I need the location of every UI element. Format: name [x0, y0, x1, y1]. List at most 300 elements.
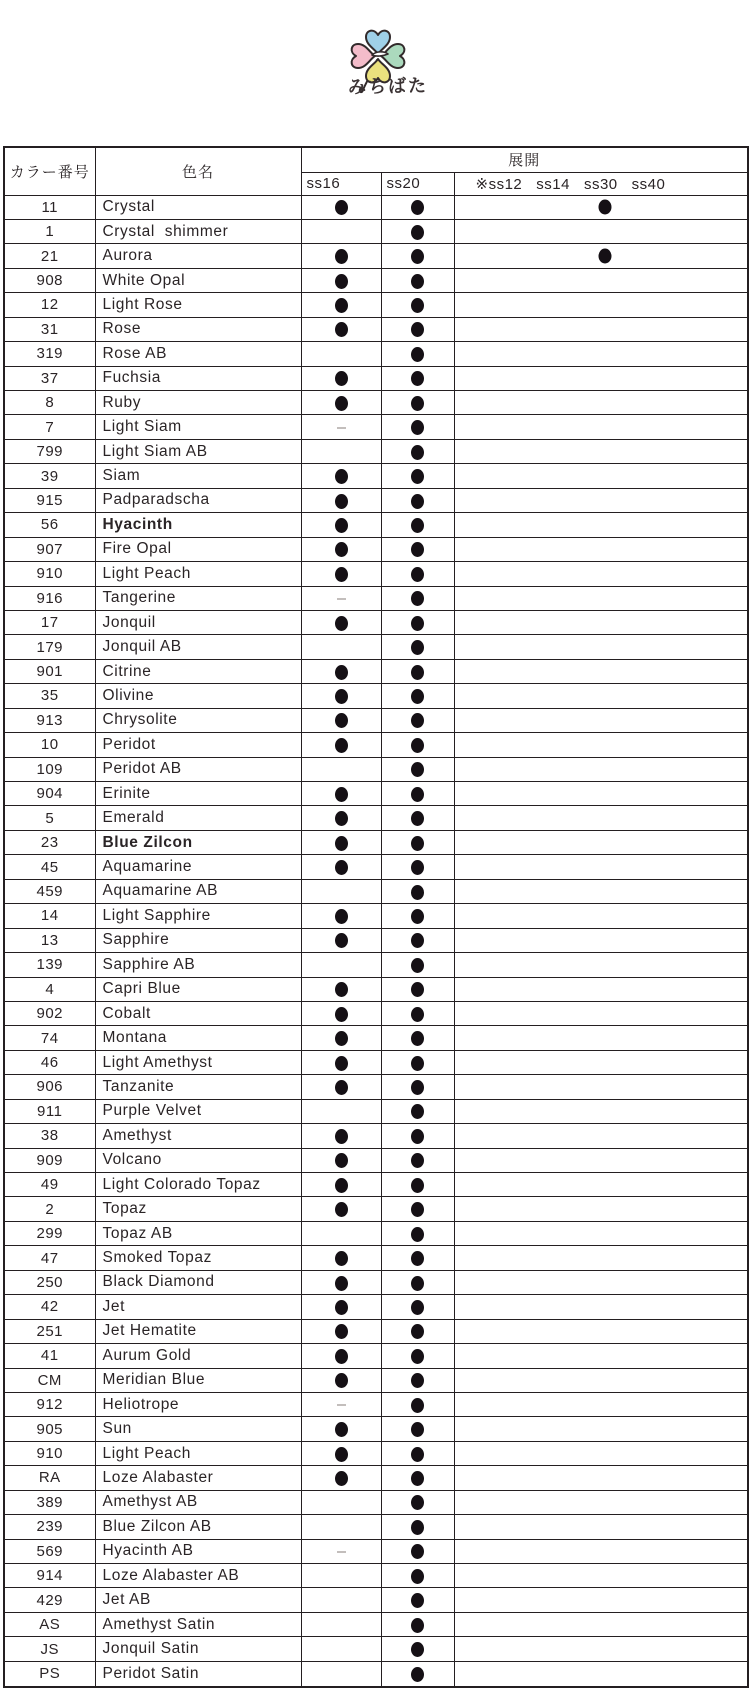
table-row: [4, 879, 748, 903]
availability-dot-icon: [411, 665, 424, 680]
availability-cell: [381, 464, 454, 488]
color-name-cell: Topaz: [95, 1197, 301, 1221]
availability-cell: [301, 293, 381, 317]
availability-dot-icon: [335, 1031, 348, 1046]
color-name-cell: Sapphire: [95, 928, 301, 952]
table-row: [4, 1344, 748, 1368]
table-row: [4, 830, 748, 854]
availability-dot-icon: [335, 396, 348, 411]
availability-cell: [301, 977, 381, 1001]
other-sizes-cell: [454, 244, 748, 268]
faint-dash-mark: [337, 1404, 346, 1406]
availability-dot-icon: [411, 1373, 424, 1388]
table-row: [4, 1319, 748, 1343]
availability-dot-icon: [335, 469, 348, 484]
availability-cell: [301, 562, 381, 586]
availability-dot-icon: [335, 787, 348, 802]
table-row: [4, 1490, 748, 1514]
table-row: [4, 977, 748, 1001]
availability-cell: [301, 1124, 381, 1148]
color-name-cell: Topaz AB: [95, 1221, 301, 1245]
table-row: [4, 1661, 748, 1687]
color-number-cell: RA: [4, 1466, 95, 1490]
color-name-cell: Amethyst Satin: [95, 1612, 301, 1636]
availability-cell: [381, 635, 454, 659]
table-row: [4, 1564, 748, 1588]
table-row: [4, 464, 748, 488]
availability-dot-icon: [411, 1544, 424, 1559]
faint-dash-mark: [337, 427, 346, 429]
availability-dot-icon: [335, 689, 348, 704]
color-number-cell: 902: [4, 1001, 95, 1025]
availability-cell: [301, 1637, 381, 1661]
color-name-cell: Light Siam: [95, 415, 301, 439]
other-sizes-cell: [454, 513, 748, 537]
other-sizes-cell: [454, 1148, 748, 1172]
color-name-cell: Padparadscha: [95, 488, 301, 512]
other-sizes-cell: [454, 1368, 748, 1392]
availability-dot-icon: [411, 1495, 424, 1510]
availability-cell: [381, 1099, 454, 1123]
color-number-cell: 37: [4, 366, 95, 390]
availability-dot-icon: [598, 200, 611, 215]
other-sizes-cell: [454, 1637, 748, 1661]
availability-dot-icon: [411, 836, 424, 851]
table-row: [4, 1417, 748, 1441]
color-number-cell: 21: [4, 244, 95, 268]
availability-cell: [301, 610, 381, 634]
table-row: [4, 684, 748, 708]
other-sizes-cell: [454, 1001, 748, 1025]
color-number-cell: CM: [4, 1368, 95, 1392]
color-name-cell: Rose: [95, 317, 301, 341]
color-name-cell: Hyacinth: [95, 513, 301, 537]
availability-dot-icon: [411, 322, 424, 337]
availability-cell: [381, 1124, 454, 1148]
table-row: [4, 562, 748, 586]
availability-cell: [381, 782, 454, 806]
availability-cell: [301, 1099, 381, 1123]
color-number-cell: 913: [4, 708, 95, 732]
color-name-cell: Smoked Topaz: [95, 1246, 301, 1270]
availability-dot-icon: [411, 1569, 424, 1584]
color-name-cell: Black Diamond: [95, 1270, 301, 1294]
other-sizes-cell: [454, 1661, 748, 1687]
availability-cell: [301, 1539, 381, 1563]
availability-dot-icon: [411, 1642, 424, 1657]
color-number-cell: 35: [4, 684, 95, 708]
availability-dot-icon: [335, 322, 348, 337]
other-sizes-cell: [454, 1075, 748, 1099]
header-ss16: ss16: [301, 172, 381, 195]
table-row: [4, 1221, 748, 1245]
other-sizes-cell: [454, 1344, 748, 1368]
availability-dot-icon: [411, 1447, 424, 1462]
availability-cell: [301, 1588, 381, 1612]
table-row: [4, 635, 748, 659]
availability-cell: [301, 342, 381, 366]
availability-dot-icon: [411, 1227, 424, 1242]
table-row: [4, 782, 748, 806]
color-number-cell: 42: [4, 1295, 95, 1319]
availability-cell: [301, 806, 381, 830]
availability-dot-icon: [335, 738, 348, 753]
availability-cell: [381, 293, 454, 317]
availability-cell: [381, 757, 454, 781]
color-number-cell: 56: [4, 513, 95, 537]
availability-cell: [381, 659, 454, 683]
availability-dot-icon: [335, 1373, 348, 1388]
other-sizes-cell: [454, 195, 748, 219]
availability-cell: [301, 586, 381, 610]
other-sizes-cell: [454, 635, 748, 659]
availability-dot-icon: [411, 1104, 424, 1119]
availability-cell: [301, 195, 381, 219]
color-name-cell: Loze Alabaster: [95, 1466, 301, 1490]
availability-dot-icon: [335, 200, 348, 215]
availability-cell: [301, 488, 381, 512]
color-number-cell: 139: [4, 953, 95, 977]
color-name-cell: Emerald: [95, 806, 301, 830]
color-name-cell: Blue Zilcon: [95, 830, 301, 854]
other-sizes-cell: [454, 1221, 748, 1245]
color-number-cell: 74: [4, 1026, 95, 1050]
color-name-cell: Crystal: [95, 195, 301, 219]
availability-cell: [301, 855, 381, 879]
color-name-cell: Peridot Satin: [95, 1661, 301, 1687]
color-name-cell: Sun: [95, 1417, 301, 1441]
availability-cell: [301, 830, 381, 854]
availability-cell: [301, 464, 381, 488]
other-sizes-cell: [454, 757, 748, 781]
availability-cell: [301, 733, 381, 757]
availability-cell: [301, 1050, 381, 1074]
color-name-cell: Light Peach: [95, 1441, 301, 1465]
availability-cell: [381, 953, 454, 977]
color-name-cell: Sapphire AB: [95, 953, 301, 977]
availability-cell: [301, 1270, 381, 1294]
table-row: [4, 244, 748, 268]
availability-cell: [381, 610, 454, 634]
availability-dot-icon: [335, 249, 348, 264]
availability-cell: [301, 1173, 381, 1197]
other-sizes-cell: [454, 1515, 748, 1539]
color-name-cell: Heliotrope: [95, 1392, 301, 1416]
color-name-cell: Tangerine: [95, 586, 301, 610]
color-number-cell: 916: [4, 586, 95, 610]
table-row: [4, 1050, 748, 1074]
availability-dot-icon: [411, 274, 424, 289]
availability-cell: [301, 1221, 381, 1245]
table-row: [4, 1246, 748, 1270]
availability-dot-icon: [411, 1593, 424, 1608]
color-name-cell: Fuchsia: [95, 366, 301, 390]
availability-dot-icon: [411, 982, 424, 997]
table-row: [4, 1466, 748, 1490]
table-row: [4, 415, 748, 439]
color-name-cell: Jet Hematite: [95, 1319, 301, 1343]
table-row: [4, 1001, 748, 1025]
color-number-cell: 46: [4, 1050, 95, 1074]
color-name-cell: Light Rose: [95, 293, 301, 317]
color-name-cell: Rose AB: [95, 342, 301, 366]
availability-cell: [301, 1026, 381, 1050]
table-row: [4, 733, 748, 757]
other-sizes-cell: [454, 1270, 748, 1294]
other-sizes-cell: [454, 1026, 748, 1050]
availability-cell: [381, 1295, 454, 1319]
availability-cell: [381, 879, 454, 903]
availability-cell: [381, 1637, 454, 1661]
other-sizes-cell: [454, 953, 748, 977]
table-row: [4, 610, 748, 634]
availability-dot-icon: [335, 1007, 348, 1022]
table-row: [4, 366, 748, 390]
availability-cell: [301, 1612, 381, 1636]
other-sizes-cell: [454, 904, 748, 928]
other-sizes-cell: [454, 488, 748, 512]
color-number-cell: 569: [4, 1539, 95, 1563]
color-name-cell: Light Peach: [95, 562, 301, 586]
color-name-cell: Aquamarine: [95, 855, 301, 879]
color-number-cell: 23: [4, 830, 95, 854]
availability-cell: [301, 684, 381, 708]
availability-dot-icon: [335, 616, 348, 631]
table-row: [4, 1539, 748, 1563]
color-number-cell: 907: [4, 537, 95, 561]
color-number-cell: 905: [4, 1417, 95, 1441]
availability-dot-icon: [335, 371, 348, 386]
availability-cell: [381, 195, 454, 219]
other-sizes-cell: [454, 1319, 748, 1343]
availability-dot-icon: [411, 1471, 424, 1486]
availability-dot-icon: [335, 1129, 348, 1144]
other-sizes-cell: [454, 391, 748, 415]
availability-dot-icon: [411, 1349, 424, 1364]
header-other-sizes: ※ss12 ss14 ss30 ss40: [454, 172, 748, 195]
table-row: [4, 488, 748, 512]
color-name-cell: Amethyst AB: [95, 1490, 301, 1514]
availability-dot-icon: [335, 274, 348, 289]
availability-dot-icon: [335, 1153, 348, 1168]
table-row: [4, 342, 748, 366]
availability-cell: [381, 537, 454, 561]
availability-cell: [381, 830, 454, 854]
michibata-logo: [322, 14, 452, 114]
color-number-cell: 914: [4, 1564, 95, 1588]
availability-dot-icon: [411, 347, 424, 362]
other-sizes-cell: [454, 439, 748, 463]
color-number-cell: 906: [4, 1075, 95, 1099]
color-number-cell: 901: [4, 659, 95, 683]
color-number-cell: 49: [4, 1173, 95, 1197]
availability-dot-icon: [411, 909, 424, 924]
availability-cell: [301, 415, 381, 439]
availability-cell: [301, 391, 381, 415]
color-number-cell: 31: [4, 317, 95, 341]
availability-dot-icon: [411, 1153, 424, 1168]
availability-dot-icon: [411, 1667, 424, 1682]
table-row: [4, 1173, 748, 1197]
color-number-cell: 14: [4, 904, 95, 928]
other-sizes-cell: [454, 1588, 748, 1612]
table-header: [4, 147, 748, 195]
availability-cell: [301, 928, 381, 952]
other-sizes-cell: [454, 1441, 748, 1465]
other-sizes-cell: [454, 415, 748, 439]
table-row: [4, 855, 748, 879]
other-sizes-cell: [454, 1490, 748, 1514]
color-number-cell: 299: [4, 1221, 95, 1245]
table-row: [4, 1515, 748, 1539]
availability-dot-icon: [335, 567, 348, 582]
other-sizes-cell: [454, 977, 748, 1001]
color-number-cell: 8: [4, 391, 95, 415]
availability-cell: [301, 635, 381, 659]
header-color-number: カラー番号: [4, 147, 95, 195]
availability-dot-icon: [411, 1422, 424, 1437]
availability-cell: [381, 1026, 454, 1050]
color-number-cell: 239: [4, 1515, 95, 1539]
availability-dot-icon: [411, 469, 424, 484]
availability-cell: [381, 1344, 454, 1368]
availability-cell: [381, 244, 454, 268]
availability-cell: [381, 928, 454, 952]
availability-dot-icon: [598, 249, 611, 264]
availability-dot-icon: [411, 811, 424, 826]
availability-cell: [301, 708, 381, 732]
color-name-cell: Jet: [95, 1295, 301, 1319]
color-name-cell: Loze Alabaster AB: [95, 1564, 301, 1588]
other-sizes-cell: [454, 537, 748, 561]
color-name-cell: Aquamarine AB: [95, 879, 301, 903]
availability-cell: [381, 904, 454, 928]
color-number-cell: 10: [4, 733, 95, 757]
table-row: [4, 757, 748, 781]
table-row: [4, 537, 748, 561]
availability-cell: [301, 1417, 381, 1441]
color-name-cell: Capri Blue: [95, 977, 301, 1001]
color-name-cell: Jonquil AB: [95, 635, 301, 659]
table-row: [4, 928, 748, 952]
availability-dot-icon: [335, 933, 348, 948]
availability-dot-icon: [411, 1618, 424, 1633]
availability-dot-icon: [411, 200, 424, 215]
availability-dot-icon: [411, 762, 424, 777]
color-name-cell: Aurora: [95, 244, 301, 268]
other-sizes-cell: [454, 586, 748, 610]
table-row: [4, 268, 748, 292]
availability-dot-icon: [335, 1300, 348, 1315]
availability-cell: [301, 268, 381, 292]
availability-cell: [381, 1417, 454, 1441]
color-name-cell: Jonquil: [95, 610, 301, 634]
table-row: [4, 1637, 748, 1661]
availability-dot-icon: [411, 1276, 424, 1291]
availability-cell: [381, 439, 454, 463]
availability-dot-icon: [335, 1251, 348, 1266]
other-sizes-cell: [454, 562, 748, 586]
table-row: [4, 904, 748, 928]
availability-cell: [301, 659, 381, 683]
availability-cell: [301, 879, 381, 903]
color-number-cell: 179: [4, 635, 95, 659]
other-sizes-cell: [454, 1612, 748, 1636]
availability-dot-icon: [335, 1422, 348, 1437]
availability-cell: [381, 488, 454, 512]
availability-dot-icon: [411, 298, 424, 313]
other-sizes-cell: [454, 782, 748, 806]
color-name-cell: Purple Velvet: [95, 1099, 301, 1123]
color-number-cell: 911: [4, 1099, 95, 1123]
availability-cell: [381, 1539, 454, 1563]
table-row: [4, 708, 748, 732]
table-row: [4, 1588, 748, 1612]
availability-dot-icon: [411, 1202, 424, 1217]
availability-dot-icon: [411, 371, 424, 386]
availability-dot-icon: [411, 1251, 424, 1266]
table-row: [4, 1612, 748, 1636]
availability-dot-icon: [411, 1080, 424, 1095]
availability-cell: [381, 391, 454, 415]
color-number-cell: 109: [4, 757, 95, 781]
availability-dot-icon: [335, 909, 348, 924]
availability-cell: [381, 268, 454, 292]
color-number-cell: 12: [4, 293, 95, 317]
availability-cell: [381, 1466, 454, 1490]
availability-dot-icon: [411, 1324, 424, 1339]
other-sizes-cell: [454, 366, 748, 390]
color-name-cell: Hyacinth AB: [95, 1539, 301, 1563]
color-availability-table: [3, 146, 749, 1688]
availability-cell: [381, 1001, 454, 1025]
availability-cell: [381, 1564, 454, 1588]
availability-dot-icon: [411, 225, 424, 240]
availability-cell: [301, 757, 381, 781]
availability-dot-icon: [335, 1349, 348, 1364]
availability-cell: [301, 1295, 381, 1319]
color-name-cell: White Opal: [95, 268, 301, 292]
availability-dot-icon: [411, 567, 424, 582]
availability-dot-icon: [335, 811, 348, 826]
other-sizes-cell: [454, 464, 748, 488]
availability-dot-icon: [411, 420, 424, 435]
availability-cell: [381, 684, 454, 708]
color-number-cell: 47: [4, 1246, 95, 1270]
availability-cell: [381, 708, 454, 732]
table-row: [4, 1099, 748, 1123]
color-name-cell: Erinite: [95, 782, 301, 806]
table-row: [4, 1392, 748, 1416]
availability-cell: [381, 1490, 454, 1514]
availability-cell: [301, 219, 381, 243]
brand-text: みちばた: [347, 75, 429, 97]
table-row: [4, 953, 748, 977]
availability-dot-icon: [411, 958, 424, 973]
color-number-cell: 38: [4, 1124, 95, 1148]
table-row: [4, 586, 748, 610]
availability-cell: [301, 1344, 381, 1368]
color-number-cell: 915: [4, 488, 95, 512]
availability-cell: [381, 586, 454, 610]
other-sizes-cell: [454, 1417, 748, 1441]
availability-cell: [381, 1441, 454, 1465]
table-row: [4, 1124, 748, 1148]
other-sizes-cell: [454, 610, 748, 634]
availability-cell: [301, 1075, 381, 1099]
other-sizes-cell: [454, 879, 748, 903]
availability-cell: [381, 1612, 454, 1636]
